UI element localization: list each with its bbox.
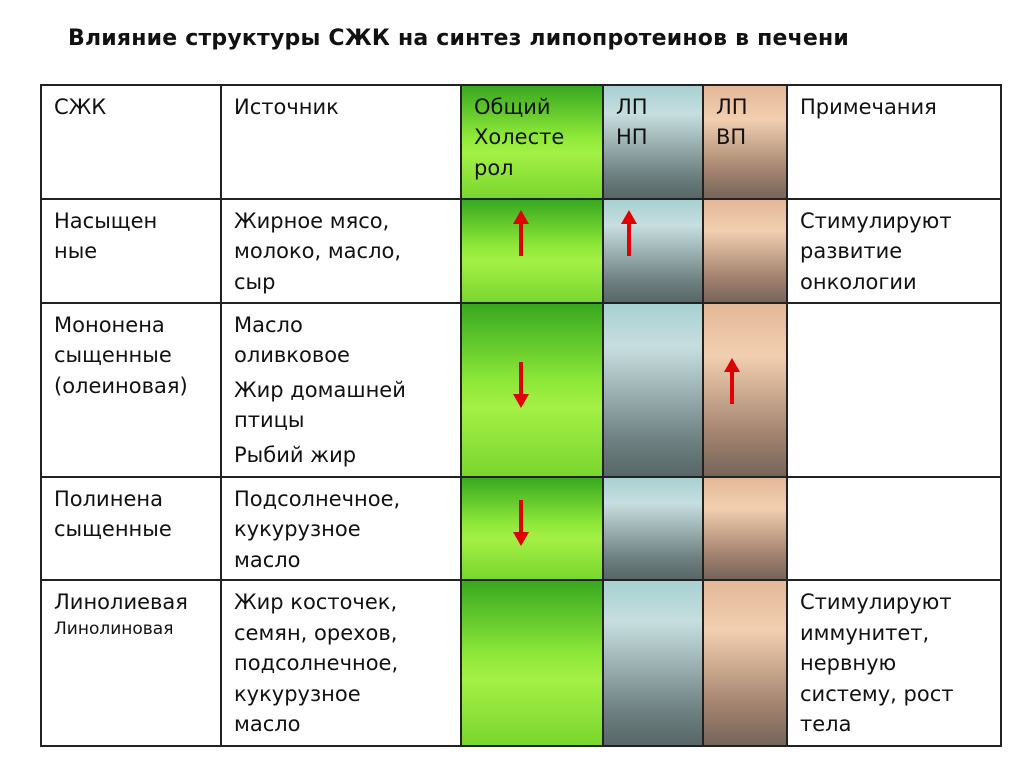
fa-cell: Линолиевая Линолиновая xyxy=(41,580,221,746)
hdl-cell xyxy=(703,199,787,303)
header-source: Источник xyxy=(221,85,461,199)
note-cell xyxy=(787,477,1001,580)
header-fa: СЖК xyxy=(41,85,221,199)
ldl-cell xyxy=(603,580,703,746)
note-cell: Стимулируют иммунитет, нервную систему, рост тела xyxy=(787,580,1001,746)
table-row xyxy=(41,199,1001,303)
source-cell: Жир косточек, семян, орехов, подсолнечное, кукурузное масло xyxy=(221,580,461,746)
table-header-row xyxy=(41,85,1001,199)
header-hdl: ЛП ВП xyxy=(703,85,787,199)
source-cell: Подсолнечное, кукурузное масло xyxy=(221,477,461,580)
ldl-cell xyxy=(603,199,703,303)
note-cell xyxy=(787,303,1001,477)
hdl-cell xyxy=(703,580,787,746)
header-ldl: ЛП НП xyxy=(603,85,703,199)
cholesterol-cell xyxy=(461,199,603,303)
cholesterol-cell xyxy=(461,477,603,580)
header-cholesterol: Общий Холесте рол xyxy=(461,85,603,199)
cholesterol-cell xyxy=(461,303,603,477)
page-title: Влияние структуры СЖК на синтез липопротеинов в печени xyxy=(68,26,850,51)
arrow-up-icon xyxy=(730,370,734,404)
fatty-acid-table xyxy=(40,84,1002,747)
hdl-cell xyxy=(703,477,787,580)
source-cell: Жирное мясо, молоко, масло, сыр xyxy=(221,199,461,303)
fa-cell: Мононена сыщенные (олеиновая) xyxy=(41,303,221,477)
arrow-up-icon xyxy=(627,222,631,256)
arrow-up-icon xyxy=(519,222,523,256)
header-notes: Примечания xyxy=(787,85,1001,199)
table-row xyxy=(41,477,1001,580)
arrow-down-icon xyxy=(519,362,523,396)
fa-cell: Полинена сыщенные xyxy=(41,477,221,580)
table-row xyxy=(41,303,1001,477)
fa-cell: Насыщен ные xyxy=(41,199,221,303)
hdl-cell xyxy=(703,303,787,477)
arrow-down-icon xyxy=(519,500,523,534)
note-cell: Стимулируют развитие онкологии xyxy=(787,199,1001,303)
source-cell: Масло оливковое Жир домашней птицы Рыбий жир xyxy=(221,303,461,477)
table-row xyxy=(41,580,1001,746)
ldl-cell xyxy=(603,303,703,477)
ldl-cell xyxy=(603,477,703,580)
cholesterol-cell xyxy=(461,580,603,746)
